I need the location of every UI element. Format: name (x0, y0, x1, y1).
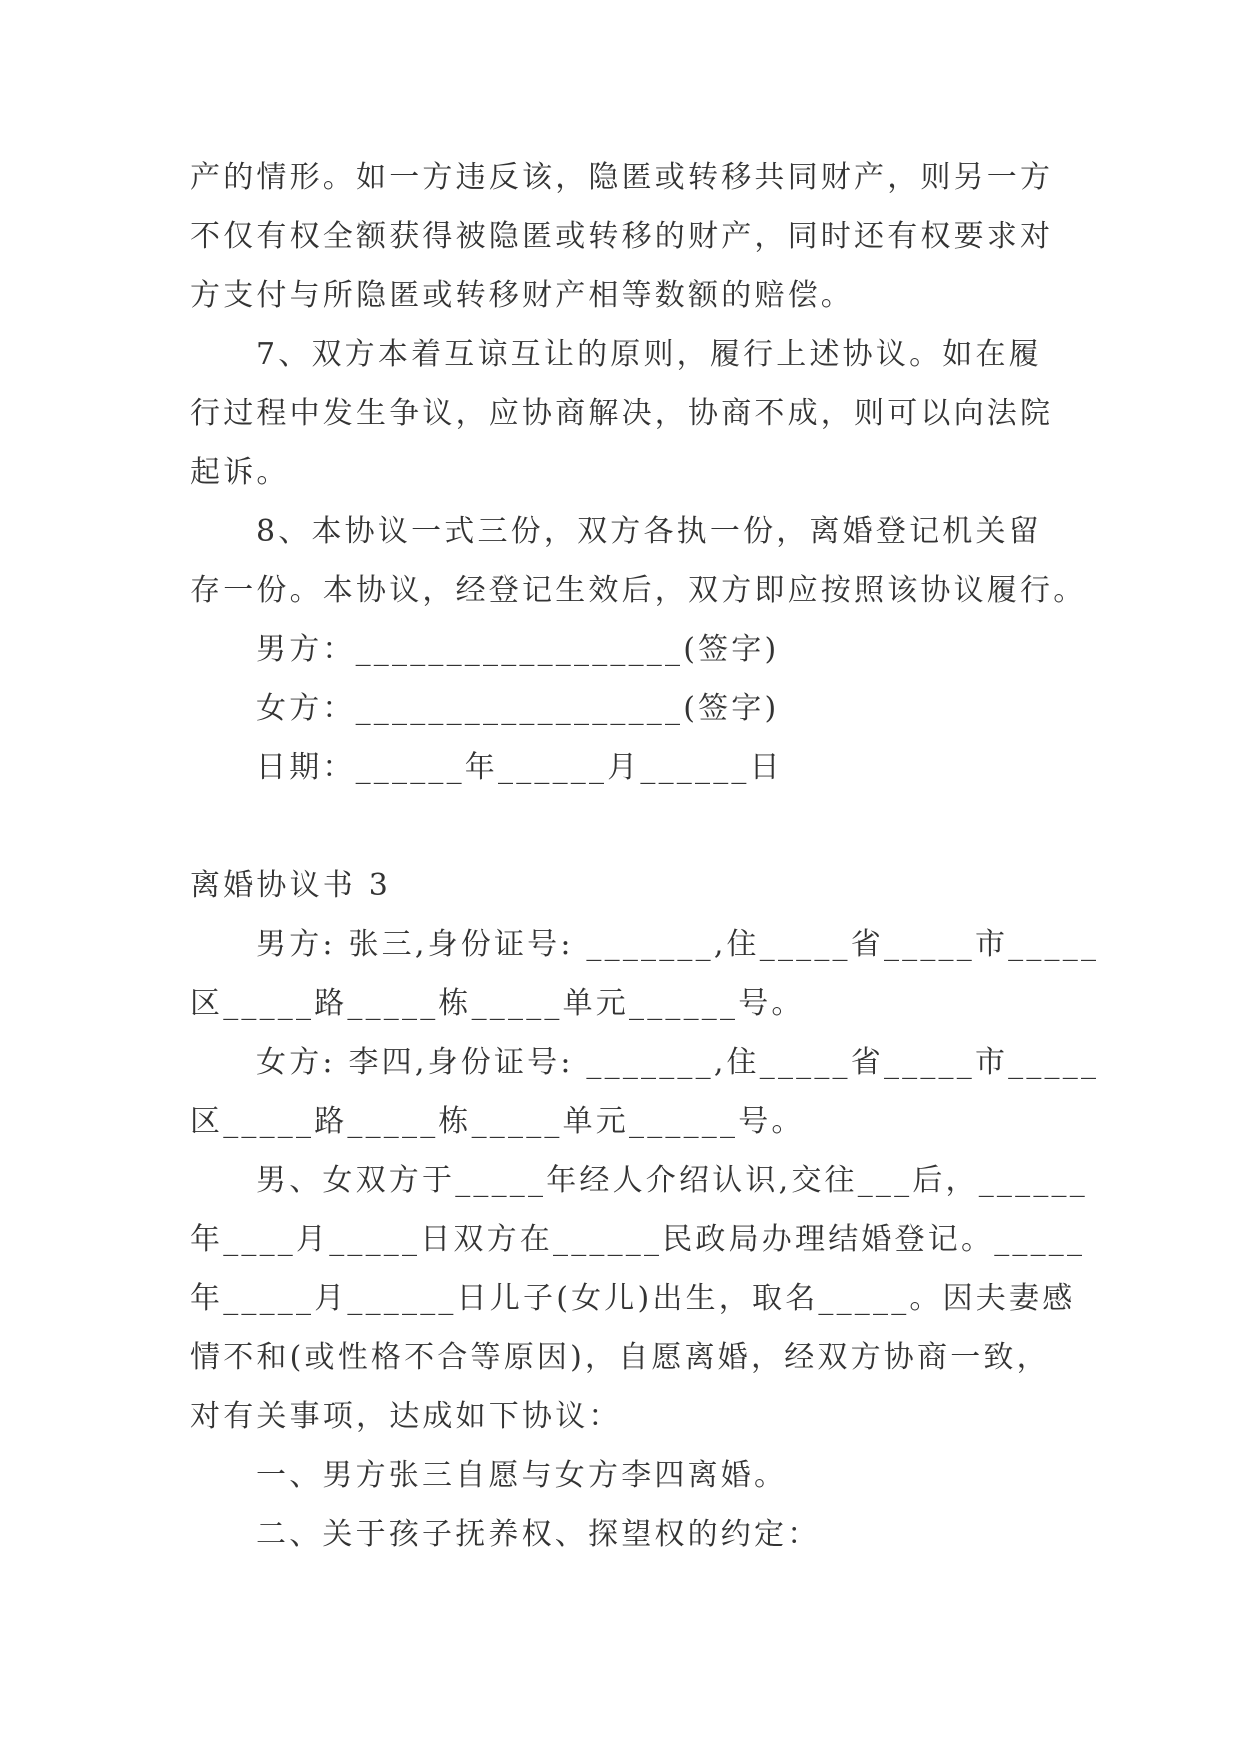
paragraph-line: 年____月_____日双方在______民政局办理结婚登记。_____ (190, 1222, 1086, 1257)
section-title: 离婚协议书 3 (190, 868, 392, 903)
paragraph-line: 日期：______年______月______日 (256, 750, 783, 785)
paragraph-line: 男、女双方于_____年经人介绍认识,交往___后，______ (256, 1163, 1088, 1198)
agreement-3-body (190, 915, 1100, 1564)
paragraph-line: 起诉。 (190, 455, 290, 490)
paragraph-line: 区_____路_____栋_____单元______号。 (190, 986, 805, 1021)
paragraph-line: 行过程中发生争议，应协商解决，协商不成，则可以向法院 (190, 396, 1054, 431)
paragraph-line: 存一份。本协议，经登记生效后，双方即应按照该协议履行。 (190, 573, 1087, 608)
paragraph-line: 情不和(或性格不合等原因)，自愿离婚，经双方协商一致， (190, 1340, 1050, 1375)
paragraph-line: 男方：__________________(签字) (256, 632, 780, 667)
paragraph-line: 方支付与所隐匿或转移财产相等数额的赔偿。 (190, 278, 854, 313)
paragraph-line: 区_____路_____栋_____单元______号。 (190, 1104, 805, 1139)
paragraph-line: 产的情形。如一方违反该，隐匿或转移共同财产，则另一方 (190, 160, 1054, 195)
paragraph-line: 男方: 张三,身份证号: _______,住_____省_____市_____ (256, 927, 1100, 962)
paragraph-line: 不仅有权全额获得被隐匿或转移的财产，同时还有权要求对 (190, 219, 1054, 254)
paragraph-line: 一、男方张三自愿与女方李四离婚。 (256, 1458, 788, 1493)
paragraph-line: 7、双方本着互谅互让的原则，履行上述协议。如在履 (256, 337, 1042, 372)
document-page (190, 148, 1100, 1564)
paragraph-line: 女方: 李四,身份证号: _______,住_____省_____市_____ (256, 1045, 1100, 1080)
paragraph-line: 二、关于孩子抚养权、探望权的约定： (256, 1517, 821, 1552)
agreement-continuation (190, 148, 1087, 797)
paragraph-line: 对有关事项，达成如下协议： (190, 1399, 622, 1434)
paragraph-line: 女方：__________________(签字) (256, 691, 780, 726)
paragraph-line: 年_____月______日儿子(女儿)出生，取名_____。因夫妻感 (190, 1281, 1076, 1316)
paragraph-line: 8、本协议一式三份，双方各执一份，离婚登记机关留 (256, 514, 1042, 549)
section-gap (190, 797, 1060, 856)
